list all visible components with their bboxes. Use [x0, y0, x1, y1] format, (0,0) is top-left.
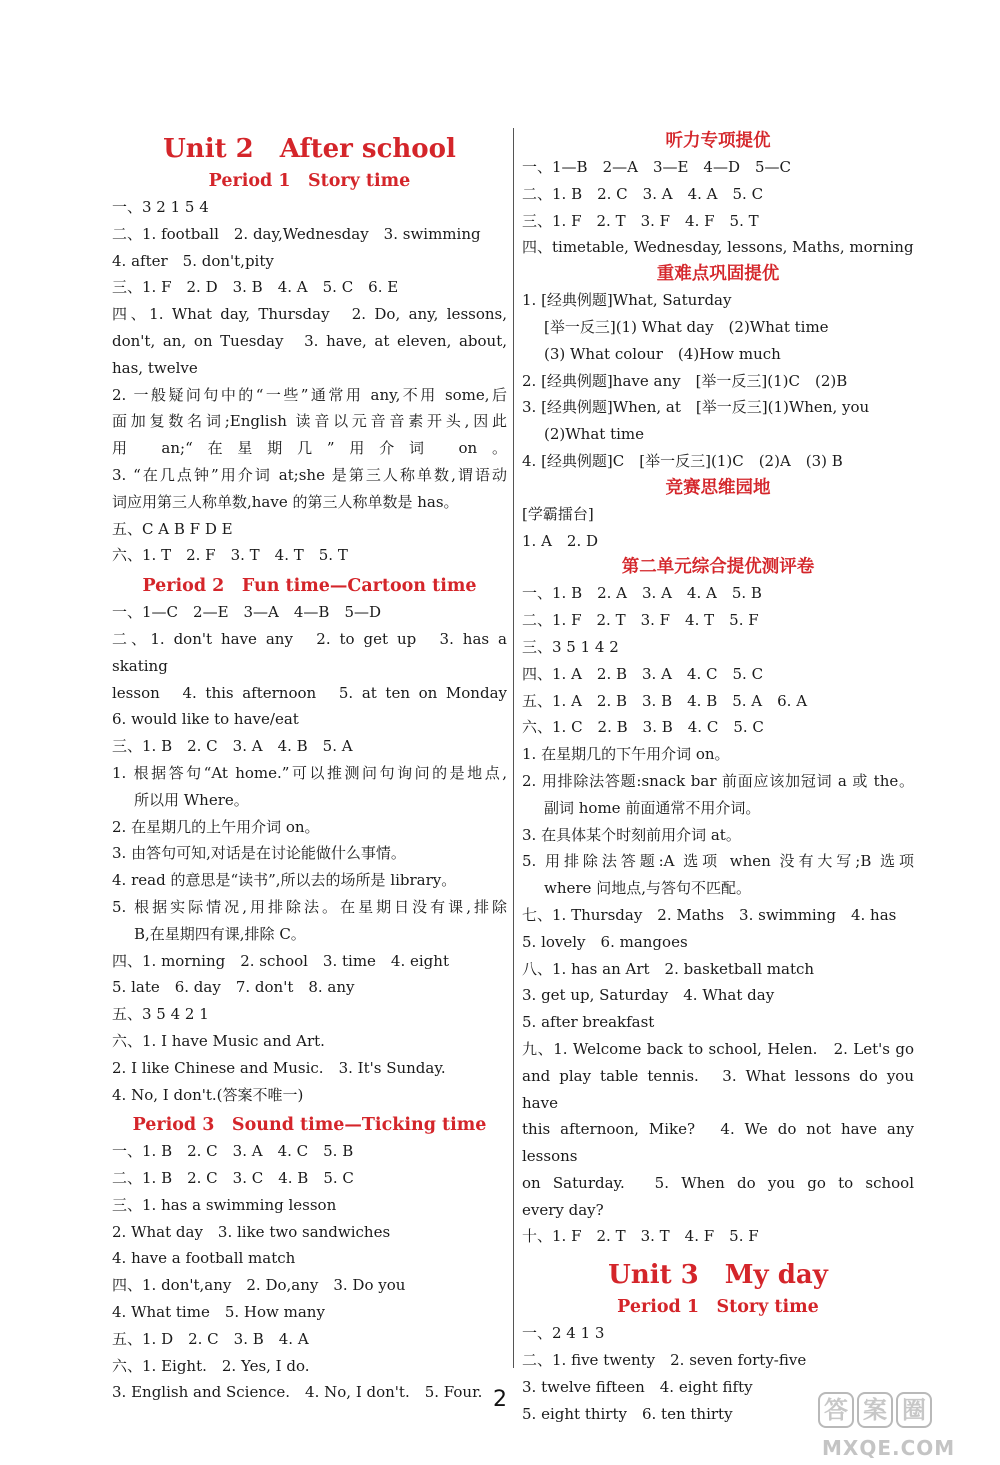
watermark-char: 案	[857, 1392, 893, 1428]
answer-line: 四、1. A 2. B 3. A 4. C 5. C	[522, 664, 764, 683]
answer-line: 5. late 6. day 7. don't 8. any	[112, 978, 355, 997]
watermark-char: 答	[818, 1392, 854, 1428]
answer-line: (2)What time	[544, 425, 644, 444]
unit-3-period-1-title: Period 1 Story time	[617, 1297, 819, 1318]
answer-line: 5. after breakfast	[522, 1013, 655, 1032]
watermark-char: 圈	[896, 1392, 932, 1428]
answer-line: 3. [经典例题]When, at [举一反三](1)When, you	[522, 398, 870, 417]
answer-line: 四、timetable, Wednesday, lessons, Maths, morning	[522, 238, 914, 257]
answer-line: where 问地点,与答句不匹配。	[544, 879, 751, 898]
answer-line: 1. 根据答句“At home.”可以推测问句询问的是地点,	[112, 763, 507, 782]
answer-line: 一、1. B 2. A 3. A 4. A 5. B	[522, 584, 762, 603]
answer-line: every day?	[522, 1200, 604, 1219]
answer-line: 用 an;“在星期几”用介词 on。	[112, 439, 507, 458]
answer-line: don't, an, on Tuesday 3. have, at eleven, about,	[112, 331, 507, 350]
answer-line: 六、1. I have Music and Art.	[112, 1031, 325, 1050]
answer-line: 面加复数名词;English 读音以元音音素开头,因此	[112, 412, 507, 431]
period-1-title: Period 1 Story time	[208, 171, 411, 191]
page-number: 2	[493, 1387, 507, 1412]
answer-line: 三、1. B 2. C 3. A 4. B 5. A	[112, 737, 353, 756]
period-2-title: Period 2 Fun time—Cartoon time	[142, 576, 477, 597]
answer-line: 四、1. morning 2. school 3. time 4. eight	[112, 951, 449, 970]
answer-line: 词应用第三人称单数,have 的第三人称单数是 has。	[112, 492, 459, 511]
answer-line: 4. [经典例题]C [举一反三](1)C (2)A (3) B	[522, 451, 843, 470]
answer-line: 三、1. F 2. D 3. B 4. A 5. C 6. E	[112, 278, 399, 297]
answer-line: 所以用 Where。	[134, 790, 249, 809]
answer-line: 四、1. don't,any 2. Do,any 3. Do you	[112, 1276, 406, 1295]
key-points-answers	[522, 287, 914, 475]
answer-line: 五、3 5 4 2 1	[112, 1005, 209, 1024]
watermark-chars	[818, 1392, 988, 1438]
competition-answers	[522, 501, 914, 555]
listening-section-title: 听力专项提优	[665, 131, 771, 151]
answer-line: 二、1. football 2. day,Wednesday 3. swimming	[112, 224, 481, 243]
answer-line: (3) What colour (4)How much	[544, 344, 781, 363]
answer-line: 一、3 2 1 5 4	[112, 198, 209, 216]
answer-line: 七、1. Thursday 2. Maths 3. swimming 4. has	[522, 905, 897, 924]
answer-line: 3. 由答句可知,对话是在讨论能做什么事情。	[112, 844, 406, 863]
unit-2-title: Unit 2 After school	[163, 134, 456, 164]
answer-line: 5. eight thirty 6. ten thirty	[522, 1404, 733, 1423]
answer-line: this afternoon, Mike? 4. We do not have any lessons	[522, 1120, 914, 1166]
answer-line: 3. English and Science. 4. No, I don't. 5. Four.	[112, 1383, 483, 1402]
column-divider	[513, 128, 514, 1368]
answer-line: 六、1. Eight. 2. Yes, I do.	[112, 1356, 310, 1375]
answer-line: 5. lovely 6. mangoes	[522, 932, 688, 951]
answer-line: and play table tennis. 3. What lessons do you have	[522, 1066, 914, 1112]
answer-line: on Saturday. 5. When do you go to school	[522, 1173, 914, 1192]
answer-line: 一、1. B 2. C 3. A 4. C 5. B	[112, 1142, 354, 1161]
answer-line: 二、1. F 2. T 3. F 4. T 5. F	[522, 611, 759, 630]
period-1-answers	[112, 194, 507, 569]
answer-line: 3. get up, Saturday 4. What day	[522, 986, 775, 1005]
competition-section-title: 竞赛思维园地	[665, 477, 771, 498]
answer-line: 九、1. Welcome back to school, Helen. 2. Let's go	[522, 1039, 914, 1058]
answer-line: 2. 在星期几的上午用介词 on。	[112, 817, 320, 836]
unit-3-title: Unit 3 My day	[608, 1260, 828, 1291]
answer-line: 4. have a football match	[112, 1249, 296, 1268]
answer-line: 5. 根据实际情况,用排除法。在星期日没有课,排除	[112, 897, 507, 916]
answer-line: 2. 用排除法答题:snack bar 前面应该加冠词 a 或 the。	[522, 771, 914, 790]
answer-line: 一、2 4 1 3	[522, 1324, 605, 1343]
answer-line: 六、1. T 2. F 3. T 4. T 5. T	[112, 546, 348, 565]
right-column	[522, 128, 914, 1427]
answer-line: 一、1—C 2—E 3—A 4—B 5—D	[112, 603, 382, 622]
answer-line: 1. A 2. D	[522, 531, 599, 550]
left-column	[112, 128, 507, 1406]
answer-line: [学霸擂台]	[522, 504, 594, 523]
answer-line: 5. 用排除法答题:A 选项 when 没有大写;B 选项	[522, 852, 914, 871]
answer-line: 二、1. five twenty 2. seven forty-five	[522, 1351, 807, 1370]
answer-line: 三、1. F 2. T 3. F 4. F 5. T	[522, 211, 759, 230]
answer-line: 五、1. A 2. B 3. B 4. B 5. A 6. A	[522, 691, 808, 710]
answer-line: B,在星期四有课,排除 C。	[134, 924, 306, 943]
answer-line: has, twelve	[112, 358, 198, 377]
listening-answers	[522, 154, 914, 261]
answer-line: 副词 home 前面通常不用介词。	[544, 798, 761, 817]
answer-line: 六、1. C 2. B 3. B 4. C 5. C	[522, 718, 764, 737]
answer-line: 4. after 5. don't,pity	[112, 251, 274, 270]
answer-line: 2. 一般疑问句中的“一些”通常用 any,不用 some,后	[112, 385, 507, 404]
period-2-answers	[112, 599, 507, 1108]
answer-line: 1. [经典例题]What, Saturday	[522, 291, 732, 310]
answer-line: 三、3 5 1 4 2	[522, 637, 619, 656]
answer-line: 6. would like to have/eat	[112, 710, 299, 729]
watermark-domain: MXQE.COM	[822, 1436, 956, 1460]
unit-test-answers	[522, 580, 914, 1250]
answer-line: 八、1. has an Art 2. basketball match	[522, 959, 815, 978]
answer-line: 四、1. What day, Thursday 2. Do, any, lessons,	[112, 305, 507, 324]
answer-line: 一、1—B 2—A 3—E 4—D 5—C	[522, 158, 792, 176]
key-points-section-title: 重难点巩固提优	[656, 264, 780, 285]
answer-line: 二、1. B 2. C 3. C 4. B 5. C	[112, 1169, 354, 1188]
answer-line: 3. “在几点钟”用介词 at;she 是第三人称单数,谓语动	[112, 465, 507, 484]
answer-line: 4. No, I don't.(答案不唯一)	[112, 1085, 304, 1104]
watermark-logo	[818, 1392, 988, 1460]
answer-line: 五、C A B F D E	[112, 519, 233, 538]
answer-line: 2. What day 3. like two sandwiches	[112, 1222, 391, 1241]
answer-line: [举一反三](1) What day (2)What time	[544, 317, 829, 336]
period-3-title: Period 3 Sound time—Ticking time	[132, 1115, 487, 1136]
answer-line: lesson 4. this afternoon 5. at ten on Monday	[112, 683, 507, 702]
answer-line: 1. 在星期几的下午用介词 on。	[522, 745, 730, 764]
unit-test-section-title: 第二单元综合提优测评卷	[621, 557, 815, 578]
answer-line: 4. What time 5. How many	[112, 1303, 325, 1322]
period-3-answers	[112, 1138, 507, 1406]
answer-line: 二、1. B 2. C 3. A 4. A 5. C	[522, 184, 764, 203]
answer-line: 五、1. D 2. C 3. B 4. A	[112, 1329, 309, 1348]
answer-line: 3. 在具体某个时刻前用介词 at。	[522, 825, 741, 844]
answer-line: 三、1. has a swimming lesson	[112, 1195, 337, 1214]
answer-line: 二、1. don't have any 2. to get up 3. has a skating	[112, 629, 507, 675]
answer-line: 3. twelve fifteen 4. eight fifty	[522, 1377, 753, 1396]
answer-line: 2. [经典例题]have any [举一反三](1)C (2)B	[522, 371, 848, 390]
answer-line: 十、1. F 2. T 3. T 4. F 5. F	[522, 1227, 759, 1246]
answer-line: 2. I like Chinese and Music. 3. It's Sunday.	[112, 1058, 446, 1077]
answer-line: 4. read 的意思是“读书”,所以去的场所是 library。	[112, 871, 457, 890]
